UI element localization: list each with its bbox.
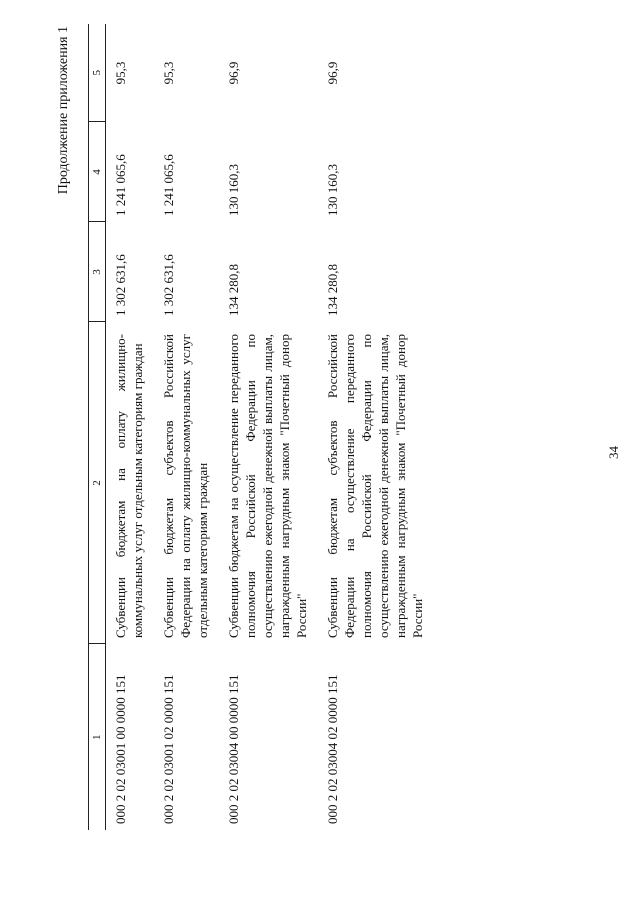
row-value-col3: 134 280,8 (325, 264, 340, 316)
column-header-2: 2 (89, 322, 106, 644)
row-value-col5: 96,9 (325, 61, 340, 85)
table-row (154, 24, 219, 830)
row-value-col3: 1 302 631,6 (113, 254, 128, 316)
row-name: Субвенции бюджетам субъектов Российской Федерации на оплату жилищно-коммунальных услуг отдельным категориям граждан (161, 334, 210, 638)
row-name: Субвенции бюджетам на осуществление переданного полномочия Российской Федерации по осуществлению ежегодной денежной выплаты лицам, награжденным нагрудным знаком "Почетный донор России" (226, 334, 309, 638)
row-value-col5: 96,9 (226, 61, 241, 85)
appendix-continuation-note: Продолжение приложения 1 (56, 26, 71, 195)
column-header-3: 3 (89, 222, 106, 322)
row-value-col3: 134 280,8 (226, 264, 241, 316)
row-value-col4: 130 160,3 (226, 164, 241, 216)
table-header-row (89, 24, 106, 830)
row-value-col4: 130 160,3 (325, 164, 340, 216)
column-header-5: 5 (89, 24, 106, 122)
row-code: 000 2 02 03004 02 0000 151 (325, 674, 340, 824)
row-name: Субвенции бюджетам субъектов Российской Федерации на осуществление переданного полномочия Российской Федерации по осуществлению ежегодной денежной выплаты лицам, награжденным нагрудным знаком "Почетный донор России" (325, 334, 425, 638)
page-number: 34 (606, 446, 621, 459)
row-value-col4: 1 241 065,6 (113, 154, 128, 216)
row-value-col4: 1 241 065,6 (161, 154, 176, 216)
column-header-4: 4 (89, 122, 106, 222)
table-row (106, 24, 155, 830)
table-row (219, 24, 318, 830)
row-value-col5: 95,3 (161, 61, 176, 85)
column-header-1: 1 (89, 644, 106, 830)
row-value-col5: 95,3 (113, 61, 128, 85)
row-code: 000 2 02 03001 00 0000 151 (113, 674, 128, 824)
row-value-col3: 1 302 631,6 (161, 254, 176, 316)
row-name: Субвенции бюджетам на оплату жилищно-коммунальных услуг отдельным категориям граждан (113, 334, 145, 638)
budget-table (88, 24, 434, 830)
row-code: 000 2 02 03001 02 0000 151 (161, 674, 176, 824)
row-code: 000 2 02 03004 00 0000 151 (226, 674, 241, 824)
table-row (318, 24, 434, 830)
